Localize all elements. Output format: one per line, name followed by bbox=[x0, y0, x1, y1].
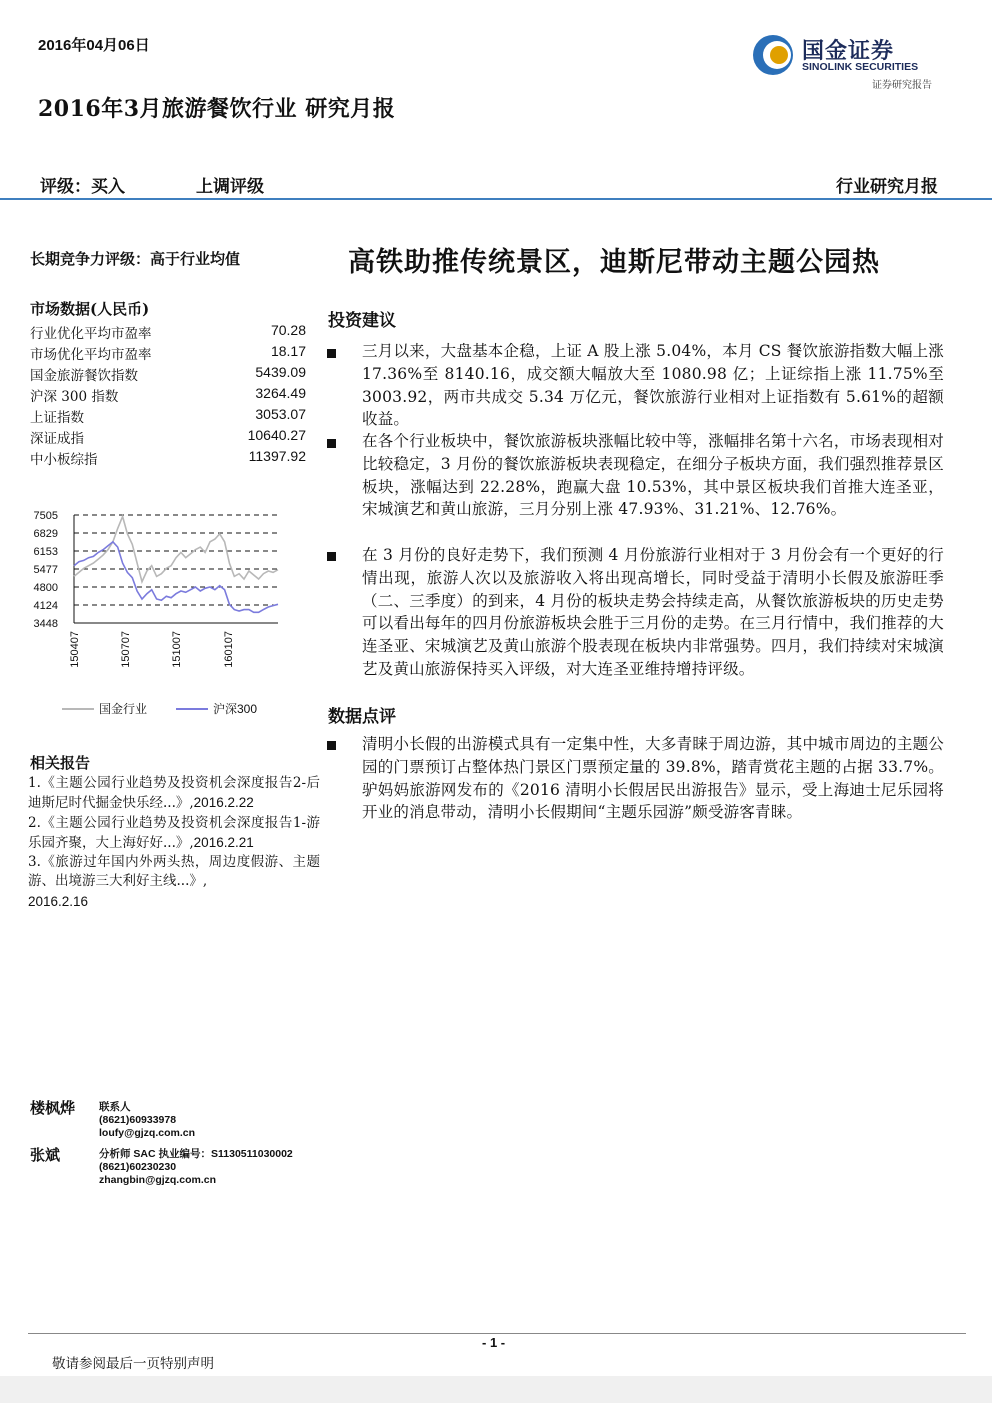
data-review-paragraph: 清明小长假的出游模式具有一定集中性，大多青睐于周边游，其中城市周边的主题公园的门票预订占整体热门景区门票预定量的 39.8%，踏青赏花主题的占据 33.7%。驴妈妈旅游网发布的《2016 清明小长假居民出游报告》显示，受上海迪士尼乐园将开业的消息带动，清明小长假期间“主题乐园游”颇受游客青睐。 bbox=[362, 735, 944, 822]
logo-name-cn: 国金证券 bbox=[802, 38, 895, 63]
market-row-label: 市场优化平均市盈率 bbox=[30, 347, 152, 363]
market-row-label: 中小板综指 bbox=[30, 452, 98, 468]
related-report-date: 2016.2.22 bbox=[193, 795, 254, 811]
disclaimer-note: 敬请参阅最后一页特别声明 bbox=[52, 1356, 214, 1372]
market-row-value: 3264.49 bbox=[255, 385, 306, 401]
report-title: 2016年3月旅游餐饮行业 研究月报 bbox=[38, 96, 396, 122]
analyst-email[interactable]: loufy@gjzq.com.cn bbox=[99, 1127, 195, 1139]
market-row bbox=[30, 364, 306, 385]
related-reports-list bbox=[28, 774, 320, 912]
market-row-label: 沪深 300 指数 bbox=[30, 389, 119, 405]
related-reports-title: 相关报告 bbox=[30, 754, 91, 772]
related-report-date: 2016.2.16 bbox=[28, 893, 89, 909]
related-report-date: 2016.2.21 bbox=[193, 834, 254, 850]
bullet-icon bbox=[327, 552, 336, 561]
analyst-phone: (8621)60230230 bbox=[99, 1161, 177, 1173]
legend-label: 国金行业 bbox=[99, 702, 148, 716]
rating-band bbox=[0, 164, 992, 200]
related-report-text: 2.《主题公园行业趋势及投资机会深度报告1-游乐园齐聚，大上海好好...》, bbox=[28, 814, 320, 851]
related-report-text: 1.《主题公园行业趋势及投资机会深度报告2-后迪斯尼时代掘金快乐经...》, bbox=[28, 775, 320, 812]
logo-subtitle: 证券研究报告 bbox=[872, 80, 932, 91]
rating-change: 上调评级 bbox=[196, 177, 264, 197]
related-report-text: 3.《旅游过年国内外两头热，周边度假游、主题游、出境游三大利好主线...》, bbox=[28, 854, 320, 890]
headline: 高铁助推传统景区，迪斯尼带动主题公园热 bbox=[348, 247, 880, 278]
investment-paragraph: 在各个行业板块中，餐饮旅游板块涨幅比较中等，涨幅排名第十六名，市场表现相对比较稳定，3 月份的餐饮旅游板块表现稳定，在细分子板块方面，我们强烈推荐景区板块，涨幅达到 22.28%，跑赢大盘 10.53%，其中景区板块我们首推大连圣亚，宋城演艺和黄山旅游，三月分别上涨 47.93%、31.21%、12.76%。 bbox=[362, 432, 944, 519]
investment-paragraph: 在 3 月份的良好走势下，我们预测 4 月份旅游行业相对于 3 月份会有一个更好的行情出现，旅游人次以及旅游收入将出现高增长，同时受益于清明小长假及旅游旺季（二、三季度）的到来，4 月份的板块走势会持续走高，从餐饮旅游板块的历史走势可以看出每年的四月份旅游板块会胜于三月份的走势。在三月行情中，我们推荐的大连圣亚、宋城演艺及黄山旅游个股表现在板块内非常强势。四月，我们持续对宋城演艺及黄山旅游保持买入评级，对大连圣亚维持增持评级。 bbox=[362, 546, 944, 678]
analyst-name: 楼枫烨 bbox=[30, 1099, 76, 1117]
market-row-label: 行业优化平均市盈率 bbox=[30, 326, 152, 342]
sinolink-logo-icon bbox=[752, 34, 794, 76]
related-report-item[interactable] bbox=[28, 853, 320, 912]
analyst-role: 分析师 SAC 执业编号：S1130511030002 bbox=[99, 1148, 293, 1160]
related-report-item[interactable] bbox=[28, 814, 320, 854]
x-tick-label: 150407 bbox=[69, 631, 81, 668]
x-tick-label: 160107 bbox=[223, 631, 235, 668]
analyst-contact bbox=[99, 1148, 293, 1187]
y-tick-label: 3448 bbox=[33, 618, 58, 630]
market-row bbox=[30, 385, 306, 406]
related-report-item[interactable] bbox=[28, 774, 320, 814]
analyst-contact bbox=[99, 1101, 195, 1140]
y-tick-label: 4800 bbox=[33, 582, 58, 594]
y-tick-label: 6829 bbox=[33, 528, 58, 540]
market-row bbox=[30, 343, 306, 364]
bullet-icon bbox=[327, 349, 336, 358]
logo-name-en: SINOLINK SECURITIES bbox=[802, 61, 919, 73]
index-line-chart bbox=[22, 498, 312, 728]
market-row-value: 11397.92 bbox=[248, 448, 306, 464]
market-row-label: 深证成指 bbox=[30, 431, 84, 447]
page-number: - 1 - bbox=[482, 1335, 506, 1350]
market-row-value: 18.17 bbox=[270, 343, 306, 359]
bullet-icon bbox=[327, 439, 336, 448]
market-row-value: 10640.27 bbox=[247, 427, 306, 443]
y-tick-label: 5477 bbox=[33, 564, 58, 576]
market-row-value: 5439.09 bbox=[255, 364, 306, 380]
bullet-icon bbox=[327, 741, 336, 750]
bottom-band bbox=[0, 1376, 992, 1403]
investment-paragraph: 三月以来，大盘基本企稳，上证 A 股上涨 5.04%，本月 CS 餐饮旅游指数大幅上涨 17.36%至 8140.16，成交额大幅放大至 1080.98 亿；上证综指上涨 11.75%至 3003.92，两市共成交 5.34 万亿元，餐饮旅游行业相对上证指数有 5.61%的超额收益。 bbox=[362, 342, 944, 429]
x-tick-label: 151007 bbox=[171, 631, 183, 668]
company-logo bbox=[752, 30, 952, 90]
market-row-value: 70.28 bbox=[270, 322, 306, 338]
market-row bbox=[30, 448, 306, 469]
market-row bbox=[30, 322, 306, 343]
x-tick-label: 150707 bbox=[120, 631, 132, 668]
competitiveness-rating: 长期竞争力评级：高于行业均值 bbox=[30, 250, 241, 268]
legend-label: 沪深300 bbox=[213, 702, 258, 716]
report-date: 2016年04月06日 bbox=[38, 37, 150, 54]
analyst-email[interactable]: zhangbin@gjzq.com.cn bbox=[99, 1174, 216, 1186]
market-row bbox=[30, 427, 306, 448]
market-row-label: 国金旅游餐饮指数 bbox=[30, 368, 138, 384]
market-data-title: 市场数据(人民币) bbox=[30, 300, 150, 318]
section-title-data-review: 数据点评 bbox=[328, 707, 396, 727]
section-title-investment: 投资建议 bbox=[328, 311, 396, 331]
analyst-role: 联系人 bbox=[99, 1101, 131, 1113]
analyst-name: 张斌 bbox=[30, 1146, 61, 1164]
market-row-value: 3053.07 bbox=[255, 406, 306, 422]
y-tick-label: 4124 bbox=[33, 600, 58, 612]
y-tick-label: 7505 bbox=[33, 510, 58, 522]
rating-text: 评级：买入 bbox=[40, 177, 125, 197]
market-row bbox=[30, 406, 306, 427]
report-type: 行业研究月报 bbox=[836, 177, 938, 197]
y-tick-label: 6153 bbox=[33, 546, 58, 558]
market-row-label: 上证指数 bbox=[30, 410, 84, 426]
footer-divider bbox=[28, 1333, 966, 1334]
analyst-phone: (8621)60933978 bbox=[99, 1114, 177, 1126]
